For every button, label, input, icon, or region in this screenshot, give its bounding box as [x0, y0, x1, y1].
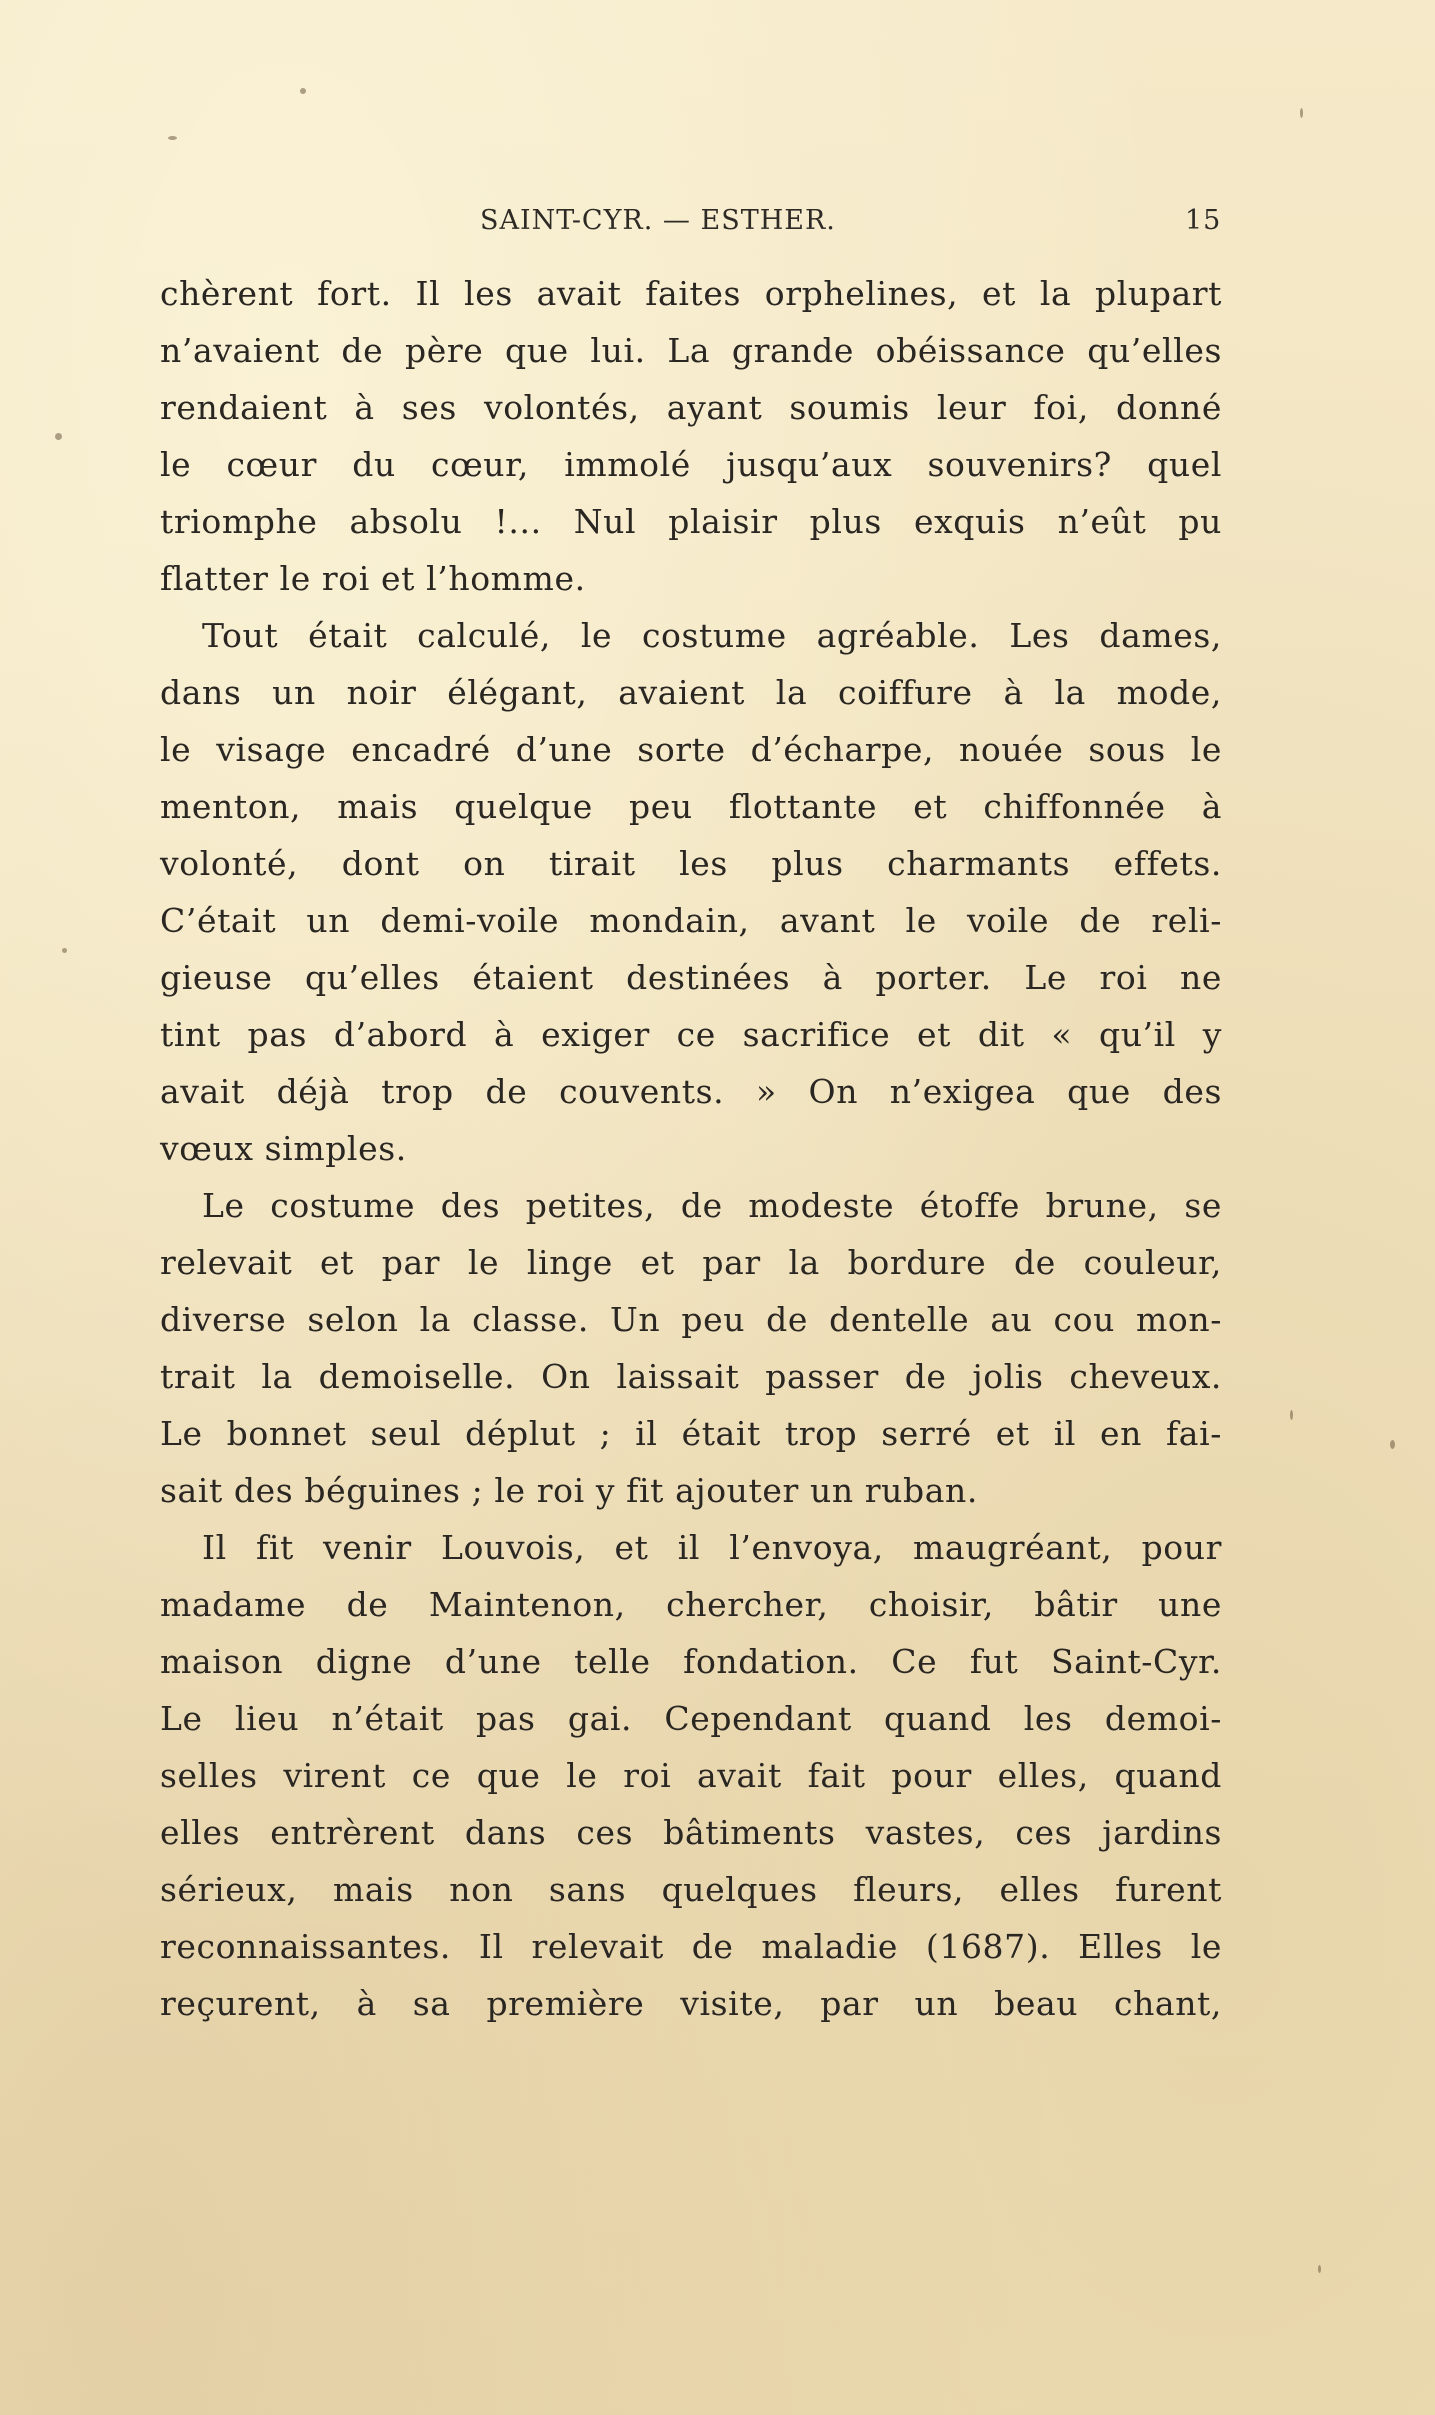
- page-number: 15: [1185, 205, 1222, 236]
- text-line: diverse selon la classe. Un peu de dentelle au cou mon-: [160, 1300, 1222, 1339]
- text-line: Le bonnet seul déplut ; il était trop serré et il en fai-: [160, 1414, 1222, 1453]
- text-line: volonté, dont on tirait les plus charmants effets.: [160, 844, 1222, 883]
- paper-speck: [62, 948, 67, 953]
- running-title: SAINT-CYR. — ESTHER.: [480, 205, 836, 236]
- text-line: triomphe absolu !... Nul plaisir plus exquis n’eût pu: [160, 502, 1222, 541]
- running-header: [0, 205, 1435, 241]
- text-line: gieuse qu’elles étaient destinées à porter. Le roi ne: [160, 958, 1222, 997]
- text-line: C’était un demi-voile mondain, avant le voile de reli-: [160, 901, 1222, 940]
- body-text: [160, 265, 1222, 2032]
- paper-speck: [1390, 1440, 1395, 1449]
- text-line: reconnaissantes. Il relevait de maladie (1687). Elles le: [160, 1927, 1222, 1966]
- text-line: vœux simples.: [160, 1129, 407, 1168]
- paragraph-start-line: Tout était calculé, le costume agréable. Les dames,: [202, 616, 1222, 655]
- text-line: Le lieu n’était pas gai. Cependant quand les demoi-: [160, 1699, 1222, 1738]
- text-line: chèrent fort. Il les avait faites orphelines, et la plupart: [160, 274, 1222, 313]
- paper-speck: [1290, 1410, 1293, 1420]
- text-line: elles entrèrent dans ces bâtiments vastes, ces jardins: [160, 1813, 1222, 1852]
- text-line: rendaient à ses volontés, ayant soumis leur foi, donné: [160, 388, 1222, 427]
- text-line: menton, mais quelque peu flottante et chiffonnée à: [160, 787, 1222, 826]
- paper-speck: [1300, 108, 1303, 118]
- paper-speck: [168, 136, 177, 140]
- text-line: reçurent, à sa première visite, par un beau chant,: [160, 1984, 1222, 2023]
- text-line: sérieux, mais non sans quelques fleurs, elles furent: [160, 1870, 1222, 1909]
- text-line: le cœur du cœur, immolé jusqu’aux souvenirs? quel: [160, 445, 1222, 484]
- text-line: relevait et par le linge et par la bordure de couleur,: [160, 1243, 1222, 1282]
- text-line: dans un noir élégant, avaient la coiffure à la mode,: [160, 673, 1222, 712]
- text-line: tint pas d’abord à exiger ce sacrifice et dit « qu’il y: [160, 1015, 1222, 1054]
- text-line: le visage encadré d’une sorte d’écharpe, nouée sous le: [160, 730, 1222, 769]
- text-line: madame de Maintenon, chercher, choisir, bâtir une: [160, 1585, 1222, 1624]
- text-line: avait déjà trop de couvents. » On n’exigea que des: [160, 1072, 1222, 1111]
- text-line: sait des béguines ; le roi y fit ajouter un ruban.: [160, 1471, 978, 1510]
- paragraph-start-line: Le costume des petites, de modeste étoffe brune, se: [202, 1186, 1222, 1225]
- text-line: maison digne d’une telle fondation. Ce fut Saint-Cyr.: [160, 1642, 1222, 1681]
- text-line: selles virent ce que le roi avait fait pour elles, quand: [160, 1756, 1222, 1795]
- text-line: flatter le roi et l’homme.: [160, 559, 586, 598]
- paper-speck: [1318, 2265, 1321, 2273]
- text-line: n’avaient de père que lui. La grande obéissance qu’elles: [160, 331, 1222, 370]
- paper-speck: [300, 88, 306, 94]
- paragraph-start-line: Il fit venir Louvois, et il l’envoya, maugréant, pour: [202, 1528, 1222, 1567]
- text-line: trait la demoiselle. On laissait passer de jolis cheveux.: [160, 1357, 1222, 1396]
- paper-speck: [55, 433, 62, 440]
